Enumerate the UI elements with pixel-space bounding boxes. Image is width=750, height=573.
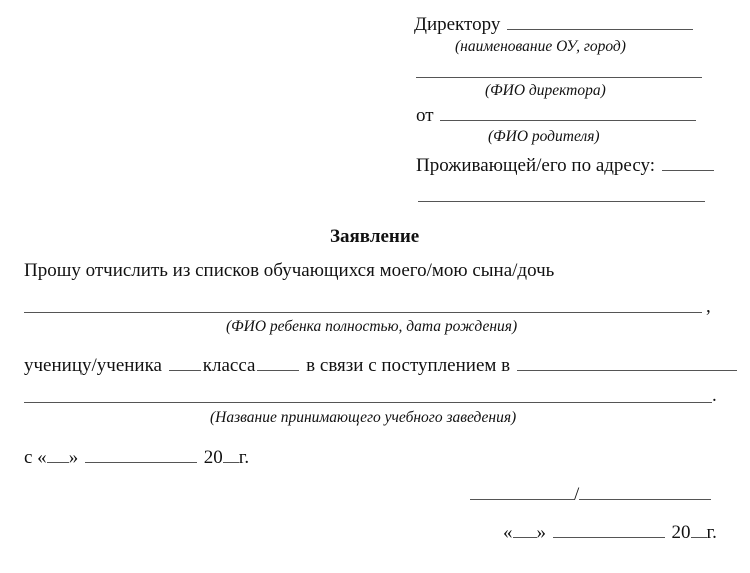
- year-prefix: 20: [203, 447, 223, 468]
- director-name-hint: (ФИО директора): [485, 82, 606, 99]
- signature-decoding-field[interactable]: [579, 498, 711, 500]
- class-label: класса: [202, 355, 256, 376]
- signature-slash: /: [574, 484, 580, 505]
- class-letter-field[interactable]: [257, 369, 299, 371]
- address-field-2[interactable]: [418, 201, 705, 202]
- document-title: Заявление: [330, 226, 420, 247]
- address-label: Проживающей/его по адресу:: [416, 155, 656, 176]
- reason-text: в связи с поступлением в: [306, 355, 511, 376]
- sig-day-field[interactable]: [513, 536, 537, 538]
- student-line: [24, 355, 739, 377]
- director-line: [414, 14, 695, 36]
- new-school-field-1[interactable]: [517, 369, 737, 371]
- date-prefix: с «: [24, 447, 47, 468]
- parent-name-hint: (ФИО родителя): [488, 128, 600, 145]
- month-field[interactable]: [85, 461, 197, 463]
- child-comma: ,: [706, 296, 711, 317]
- parent-name-field[interactable]: [440, 119, 696, 121]
- student-label: ученицу/ученика: [24, 355, 162, 376]
- sig-year-field[interactable]: [691, 536, 707, 538]
- child-name-field[interactable]: [24, 312, 702, 313]
- child-hint: (ФИО ребенка полностью, дата рождения): [226, 318, 518, 335]
- signature-field[interactable]: [470, 498, 574, 500]
- year-field[interactable]: [223, 461, 239, 463]
- sig-date-open-quote: «: [503, 522, 513, 543]
- address-field-1[interactable]: [662, 169, 714, 171]
- date-close-quote: »: [68, 447, 79, 468]
- year-suffix: г.: [238, 447, 250, 468]
- from-label: от: [416, 105, 434, 126]
- director-label: Директору: [414, 14, 501, 35]
- day-field[interactable]: [47, 461, 69, 463]
- request-text: Прошу отчислить из списков обучающихся моего/мою сына/дочь: [24, 260, 555, 281]
- from-line: [416, 105, 698, 127]
- address-line: [416, 155, 716, 177]
- new-school-field-2[interactable]: [24, 402, 712, 403]
- grade-field[interactable]: [169, 369, 201, 371]
- school-name-field[interactable]: [507, 28, 693, 30]
- signature-line: [470, 484, 711, 506]
- date-line: [24, 447, 249, 469]
- sig-month-field[interactable]: [553, 536, 665, 538]
- school-name-hint: (Название принимающего учебного заведения): [210, 409, 517, 426]
- director-name-field[interactable]: [416, 77, 702, 78]
- sig-year-prefix: 20: [671, 522, 691, 543]
- school-hint: (наименование ОУ, город): [455, 38, 626, 55]
- signature-date-line: [503, 522, 717, 544]
- period: .: [712, 385, 717, 406]
- sig-year-suffix: г.: [706, 522, 717, 543]
- sig-date-close-quote: »: [536, 522, 546, 543]
